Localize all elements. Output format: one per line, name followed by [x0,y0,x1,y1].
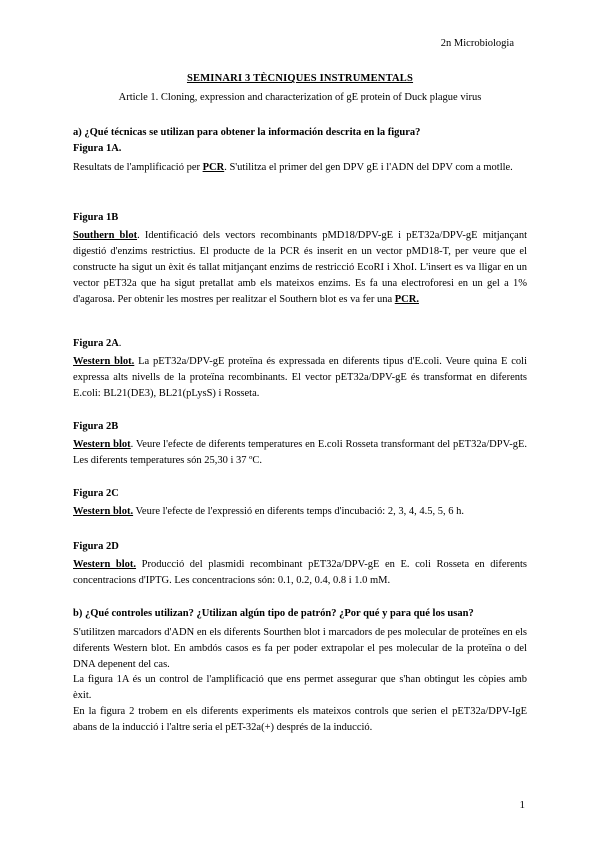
figure-2b-text [73,437,527,469]
figure-2c-text [73,504,527,520]
page-number: 1 [519,799,525,811]
technique-pcr-2: PCR. [394,294,419,305]
figure-2a-text [73,354,527,402]
figure-2d-text [73,557,527,589]
figure-1b-heading: Figura 1B [73,212,119,223]
figure-2d-heading: Figura 2D [73,541,119,552]
figure-1a-heading: Figura 1A. [73,143,122,154]
technique-western-blot-2b: Western blot [73,439,131,450]
figure-1a-text-before: Resultats de l'amplificació per [73,162,203,173]
answer-b-paragraph-3: En la figura 2 trobem en els diferents experiments els mateixos controls que serien el pET32a/DPV-IgE abans de la inducció i l'altre seria el pET-32a(+) després de la inducció. [73,706,527,733]
question-a: a) ¿Qué técnicas se utilizan para obtener la información descrita en la figura? [73,127,421,138]
technique-western-blot-2a: Western blot. [73,356,135,367]
document-title: SEMINARI 3 TÈCNIQUES INSTRUMENTALS [186,73,414,84]
technique-western-blot-2d: Western blot. [73,559,137,570]
technique-pcr: PCR [202,162,225,173]
answer-b-paragraph-2: La figura 1A és un control de l'amplificació que ens permet assegurar que s'han obtingut les còpies amb èxit. [73,674,527,701]
figure-2c-text-body: Veure l'efecte de l'expressió en diferents temps d'incubació: 2, 3, 4, 4.5, 5, 6 h. [133,506,464,517]
figure-2a-heading-suffix: . [118,338,122,349]
figure-2d-text-body: Producció del plasmidi recombinant pET32a/DPV-gE en E. coli Rosseta en diferents concentracions d'IPTG. Les concentracions són: 0.1, 0.2, 0.4, 0.8 i 1.0 mM. [73,559,527,586]
figure-1a-text [73,160,527,176]
figure-1b-text-body: . Identificació dels vectors recombinants pMD18/DPV-gE i pET32a/DPV-gE mitjançant digestió d'enzims restrictius. El producte de la PCR és inserit en un vector pMD18-T, per veure que el constructe ha sigut un èxit és tallat mitjançant enzims de restricció EcoRI i XhoI. L'insert es va lligar en un vector pET32a que ha sigut pretallat amb els mateixos enzims. Es fa una electroforesi en un gel a 1% d'agarosa. Per obtenir les mostres per realitzar el Southern blot es va fer una [73,230,528,305]
figure-2a-heading-text: Figura 2A [73,338,119,349]
article-subtitle: Article 1. Cloning, expression and characterization of gE protein of Duck plague virus [118,92,482,103]
question-b: b) ¿Qué controles utilizan? ¿Utilizan algún tipo de patrón? ¿Por qué y para qué los usan? [73,608,474,619]
figure-1b-text [73,228,527,308]
figure-2a-text-body: La pET32a/DPV-gE proteïna és expressada en diferents tipus d'E.coli. Veure quina E coli expressa alts nivells de la proteïna recombinants. El vector pET32a/DPV-gE és transformat en diferents E.coli: BL21(DE3), BL21(pLysS) i Rosseta. [73,356,527,399]
figure-2a-heading [73,338,121,349]
figure-2c-heading: Figura 2C [73,488,119,499]
answer-b-paragraph-1: S'utilitzen marcadors d'ADN en els diferents Sourthen blot i marcadors de pes molecular de proteïnes en els diferents Western blot. En ambdós casos es fa per poder extrapolar el pes molecular de la proteïna o del DNA depenent del cas. [73,627,527,670]
figure-2b-heading: Figura 2B [73,421,119,432]
technique-western-blot-2c: Western blot. [73,506,134,517]
figure-2b-text-body: . Veure l'efecte de diferents temperatures en E.coli Rosseta transformant del pET32a/DPV-gE. Les diferents temperatures són 25,30 i 37 ºC. [73,439,527,466]
technique-southern-blot: Southern blot [73,230,138,241]
figure-1a-text-after: . S'utilitza el primer del gen DPV gE i l'ADN del DPV com a motlle. [224,162,513,173]
course-header: 2n Microbiologia [440,38,514,49]
